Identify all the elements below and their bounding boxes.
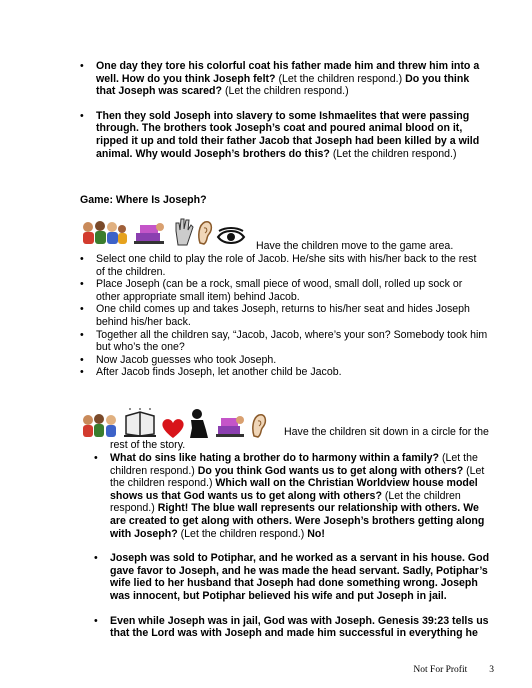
story-instruction-2: rest of the story. [110, 439, 186, 451]
item-text: Together all the children say, “Jacob, Jacob, where’s your son? Somebody took him but who’s the one? [96, 328, 488, 354]
child-playing-icon [212, 412, 248, 440]
children-group-icon [80, 412, 120, 440]
page-footer [391, 664, 494, 677]
bullet-marker: • [80, 303, 84, 316]
hand-icon [172, 217, 194, 247]
bold-text: Which wall on the Christian Worldview house model shows us that God wants us to get along with others? [110, 477, 478, 502]
bullet-marker: • [80, 109, 84, 122]
bullet-marker: • [80, 60, 84, 72]
item-text: One child comes up and takes Joseph, returns to his/her seat and hides Joseph behind his/her back. [96, 303, 470, 328]
list-item [80, 353, 488, 367]
bullet-marker: • [80, 278, 84, 291]
item-text: Now Jacob guesses who took Joseph. [96, 353, 277, 366]
heart-icon [160, 416, 186, 440]
story-bullet-list [94, 452, 490, 640]
normal-text: (Let the children respond.) [110, 464, 485, 490]
bullet-marker: • [80, 253, 84, 265]
ear-icon [250, 412, 268, 440]
game-title: Game: Where Is Joseph? [80, 194, 207, 206]
game-instruction: Have the children move to the game area. [256, 240, 454, 252]
game-icons-row [80, 213, 248, 247]
bold-text: Even while Joseph was in jail, God was with Joseph. Genesis 39:23 tells us that the Lord was with Joseph and made him successful in everything he [110, 614, 489, 640]
normal-text: (Let the children respond.) [180, 527, 308, 540]
bold-text: Right! The blue wall represents our relationship with others. We are created to get along with others. Were Joseph’s brothers getting along with Joseph? [110, 502, 485, 540]
bold-text: Joseph was sold to Potiphar, and he worked as a servant in his house. God gave favor to Joseph, and he was made the head servant. Sadly, Potiphar’s wife lied to her husband that Joseph had done something wrong. Joseph was innocent, but Potiphar believed his wife and put Joseph in jail. [110, 552, 490, 602]
normal-text: (Let the children respond.) [110, 489, 461, 515]
item-text: Select one child to play the role of Jacob. He/she sits with his/her back to the rest of the children. [96, 253, 477, 278]
eye-icon [216, 227, 246, 247]
bold-text: Do you think God wants us to get along with others? [197, 464, 467, 477]
bullet-marker: • [94, 452, 98, 464]
bullet-marker: • [80, 328, 84, 341]
bible-icon [122, 408, 158, 440]
bold-text: Then they sold Joseph into slavery to some Ishmaelites that were passing through. The brothers took Joseph’s coat and poured animal blood on it, ripped it up and told their father Jacob that Joseph had been killed by a wild animal. Why would Joseph’s brothers do this? [96, 109, 480, 160]
ear-icon [196, 219, 214, 247]
children-group-icon [80, 219, 128, 247]
normal-text: (Let the children respond.) [224, 85, 349, 98]
bold-text: One day they tore his colorful coat his father made him and threw him into a well. How do you think Joseph felt? [96, 60, 480, 85]
normal-text: (Let the children respond.) [278, 72, 406, 85]
list-item [80, 253, 488, 278]
top-bullets [80, 60, 488, 172]
list-item [80, 366, 488, 379]
child-playing-icon [130, 219, 170, 247]
praying-person-icon [188, 408, 210, 440]
normal-text: (Let the children respond.) [332, 147, 457, 160]
list-item [80, 109, 488, 160]
game-bullets [80, 253, 488, 379]
bullet-marker: • [80, 353, 84, 366]
game-bullet-list [80, 253, 488, 379]
list-item [80, 60, 488, 98]
footer-text: Not For Profit [413, 665, 468, 675]
normal-text: (Let the children respond.) [110, 452, 478, 477]
list-item [94, 452, 490, 540]
bullet-marker: • [80, 366, 84, 379]
bullet-marker: • [94, 552, 98, 565]
bullet-marker: • [94, 614, 98, 627]
item-text: Place Joseph (can be a rock, small piece of wood, small doll, rolled up sock or other appropriate small item) behind Jacob. [96, 278, 463, 303]
list-item [80, 278, 488, 303]
page-number: 3 [489, 665, 494, 675]
item-text: After Jacob finds Joseph, let another child be Jacob. [96, 366, 342, 379]
story-instruction-1: Have the children sit down in a circle for the [284, 426, 489, 438]
bold-text: Do you think that Joseph was scared? [96, 72, 470, 98]
list-item [80, 303, 488, 328]
list-item [94, 552, 490, 602]
bold-text: No! [307, 527, 325, 540]
list-item [94, 614, 490, 640]
story-bullets [94, 452, 490, 652]
top-bullet-list [80, 60, 488, 160]
list-item [80, 328, 488, 354]
story-icons-row [80, 404, 270, 440]
bold-text: What do sins like hating a brother do to harmony within a family? [110, 452, 442, 464]
